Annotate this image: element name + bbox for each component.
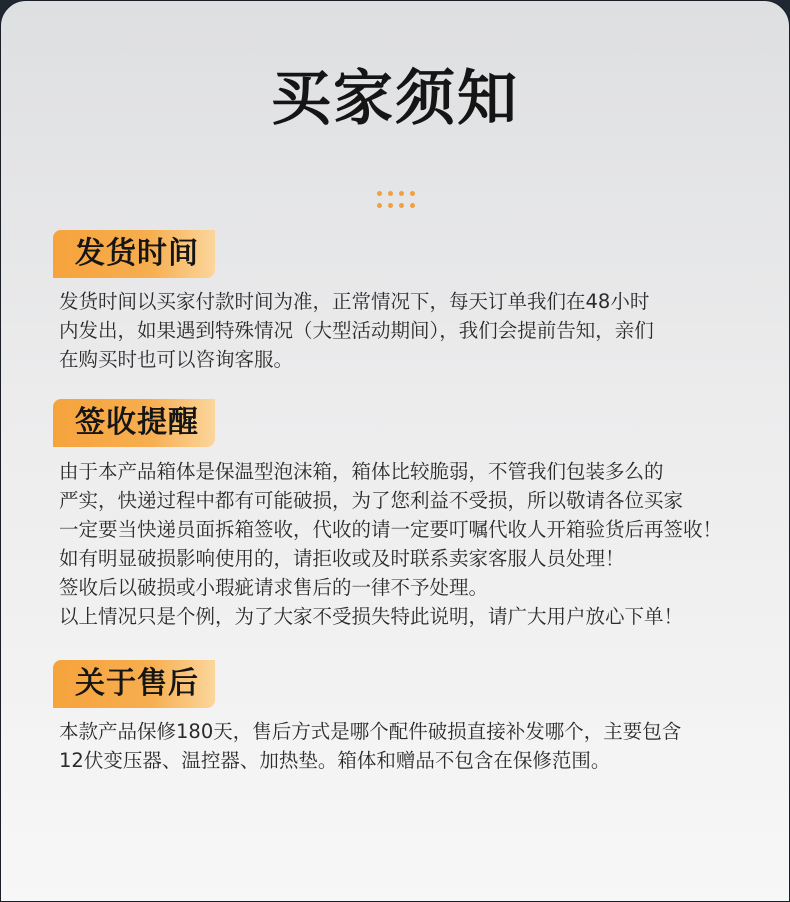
section-heading-text: 关于售后 (75, 666, 199, 701)
body-line: 内发出，如果遇到特殊情况（大型活动期间），我们会提前告知，亲们 (59, 319, 654, 342)
dot (399, 191, 404, 196)
section-heading-text: 发货时间 (75, 236, 199, 271)
body-line: 由于本产品箱体是保温型泡沫箱，箱体比较脆弱，不管我们包装多么的 (59, 460, 664, 483)
body-line: 严实，快递过程中都有可能破损，为了您利益不受损，所以敬请各位买家 (59, 489, 684, 512)
section-body-after-sales (59, 717, 739, 775)
body-line: 在购买时也可以咨询客服。 (59, 348, 294, 371)
dot (410, 203, 415, 208)
dot (410, 191, 415, 196)
body-line: 如有明显破损影响使用的，请拒收或及时联系卖家客服人员处理！ (59, 547, 625, 570)
body-line: 签收后以破损或小瑕疵请求售后的一律不予处理。 (59, 576, 489, 599)
section-heading-text: 签收提醒 (75, 405, 199, 440)
dot (388, 191, 393, 196)
section-heading-after-sales (53, 660, 215, 708)
page-title-text: 买家须知 (271, 64, 519, 134)
dot (377, 191, 382, 196)
dot (377, 203, 382, 208)
section-body-shipping (59, 287, 739, 374)
decorative-dots (377, 189, 421, 213)
dot (388, 203, 393, 208)
body-line: 发货时间以买家付款时间为准，正常情况下，每天订单我们在48小时 (59, 290, 650, 313)
dot (399, 203, 404, 208)
title-area (1, 63, 789, 135)
section-body-receipt (59, 457, 739, 631)
body-line: 一定要当快递员面拆箱签收，代收的请一定要叮嘱代收人开箱验货后再签收！ (59, 518, 723, 541)
body-line: 本款产品保修180天，售后方式是哪个配件破损直接补发哪个，主要包含 (59, 720, 682, 743)
section-heading-receipt (53, 399, 215, 447)
body-line: 12伏变压器、温控器、加热垫。箱体和赠品不包含在保修范围。 (59, 749, 611, 772)
page-title (271, 63, 519, 135)
section-heading-shipping (53, 230, 215, 278)
body-line: 以上情况只是个例，为了大家不受损失特此说明，请广大用户放心下单！ (59, 605, 684, 628)
